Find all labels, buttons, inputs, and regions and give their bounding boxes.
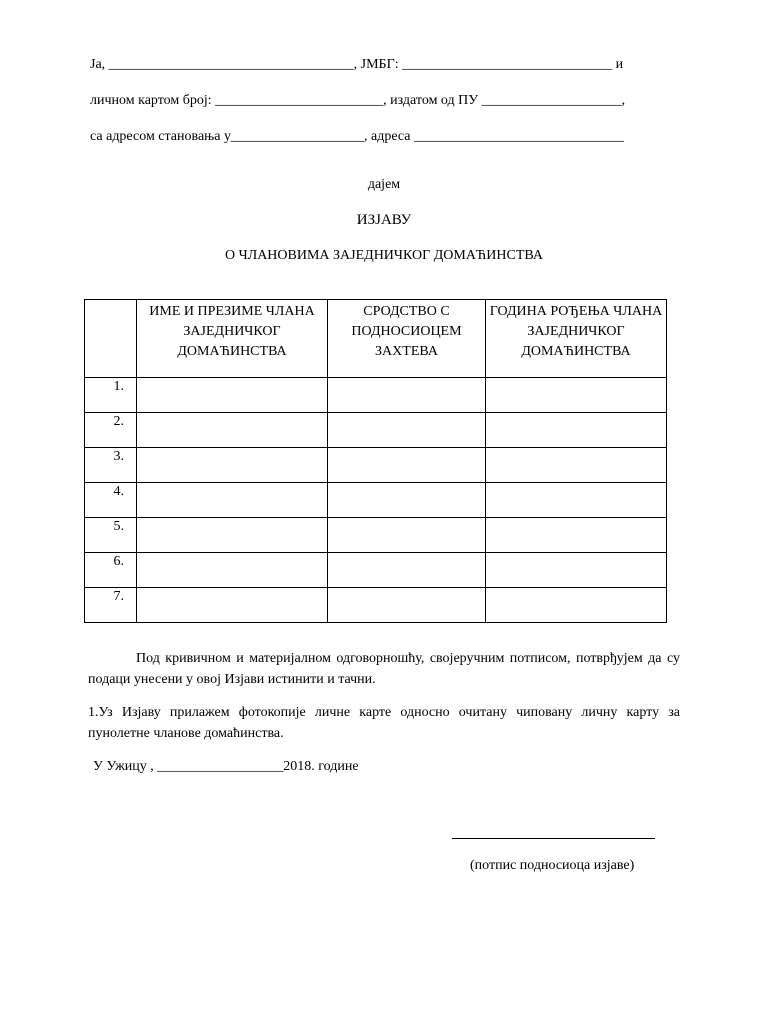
header-cell-birth-year: ГОДИНА РОЂЕЊА ЧЛАНА ЗАЈЕДНИЧКОГ ДОМАЋИНСТВА <box>486 300 667 378</box>
table-row <box>85 553 667 588</box>
birth-year-cell[interactable] <box>486 588 667 623</box>
statement-verb: дајем <box>367 177 401 192</box>
header-cell-relation: СРОДСТВО С ПОДНОСИОЦЕМ ЗАХТЕВА <box>328 300 486 378</box>
row-number: 4. <box>85 483 137 518</box>
signature-line[interactable] <box>452 838 655 839</box>
birth-year-cell[interactable] <box>486 518 667 553</box>
row-number: 3. <box>85 448 137 483</box>
relation-cell[interactable] <box>328 483 486 518</box>
attachment-paragraph: 1.Уз Изјаву прилажем фотокопије личне карте односно очитану чиповану личну карту за пунолетне чланове домаћинства. <box>88 705 680 741</box>
relation-cell[interactable] <box>328 413 486 448</box>
name-cell[interactable] <box>137 448 328 483</box>
name-cell[interactable] <box>137 413 328 448</box>
relation-cell[interactable] <box>328 378 486 413</box>
declaration-paragraph: Под кривичном и материјалном одговорношћу, својеручним потписом, потврђујем да су подаци унесени у овој Изјави истинити и тачни. <box>88 651 680 687</box>
name-cell[interactable] <box>137 518 328 553</box>
table-row <box>85 588 667 623</box>
table-header-row <box>85 300 667 378</box>
table-row <box>85 483 667 518</box>
header-line-address: са адресом становања у___________________, адреса ______________________________ <box>90 129 624 144</box>
name-cell[interactable] <box>137 378 328 413</box>
row-number: 6. <box>85 553 137 588</box>
birth-year-cell[interactable] <box>486 378 667 413</box>
row-number: 2. <box>85 413 137 448</box>
row-number: 5. <box>85 518 137 553</box>
name-cell[interactable] <box>137 483 328 518</box>
birth-year-cell[interactable] <box>486 448 667 483</box>
relation-cell[interactable] <box>328 448 486 483</box>
header-line-id-card: личном картом број: ________________________, издатом од ПУ ____________________, <box>90 93 626 108</box>
table-row <box>85 413 667 448</box>
household-members-table <box>84 299 667 623</box>
birth-year-cell[interactable] <box>486 413 667 448</box>
header-line-name: Ја, ___________________________________, ЈМБГ: ______________________________ и <box>90 57 624 72</box>
name-cell[interactable] <box>137 588 328 623</box>
place-date-line: У Ужицу , __________________2018. године <box>93 759 359 774</box>
relation-cell[interactable] <box>328 553 486 588</box>
document-subtitle: О ЧЛАНОВИМА ЗАЈЕДНИЧКОГ ДОМАЋИНСТВА <box>224 248 543 263</box>
header-cell-number <box>85 300 137 378</box>
row-number: 1. <box>85 378 137 413</box>
signature-caption: (потпис подносиоца изјаве) <box>470 858 635 873</box>
relation-cell[interactable] <box>328 588 486 623</box>
table-row <box>85 518 667 553</box>
row-number: 7. <box>85 588 137 623</box>
name-cell[interactable] <box>137 553 328 588</box>
birth-year-cell[interactable] <box>486 483 667 518</box>
relation-cell[interactable] <box>328 518 486 553</box>
table-row <box>85 378 667 413</box>
table-row <box>85 448 667 483</box>
birth-year-cell[interactable] <box>486 553 667 588</box>
document-title: ИЗЈАВУ <box>356 212 412 228</box>
header-cell-name: ИМЕ И ПРЕЗИМЕ ЧЛАНА ЗАЈЕДНИЧКОГ ДОМАЋИНСТВА <box>137 300 328 378</box>
